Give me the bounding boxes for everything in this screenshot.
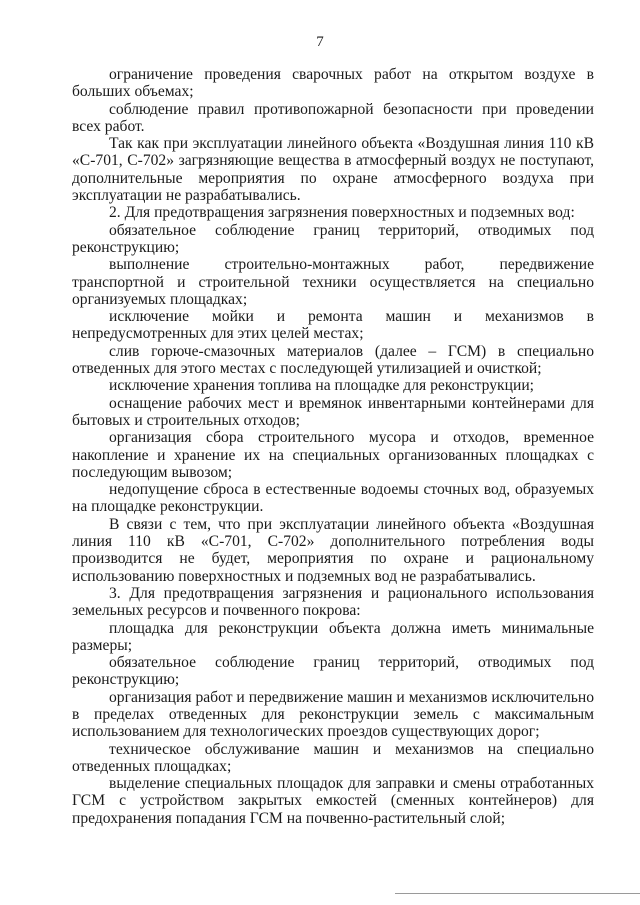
document-body bbox=[72, 66, 594, 827]
paragraph: обязательное соблюдение границ территорий, отводимых под реконструкцию; bbox=[72, 654, 594, 689]
paragraph: слив горюче-смазочных материалов (далее – ГСМ) в специально отведенных для этого местах с последующей утилизацией и очисткой; bbox=[72, 342, 594, 378]
scan-edge-line bbox=[395, 893, 640, 894]
paragraph: недопущение сброса в естественные водоемы сточных вод, образуемых на площадке реконструкции. bbox=[72, 481, 594, 516]
section-heading: 3. Для предотвращения загрязнения и рационального использования земельных ресурсов и почвенного покрова: bbox=[72, 584, 594, 620]
paragraph: В связи с тем, что при эксплуатации линейного объекта «Воздушная линия 110 кВ «С-701, С-702» дополнительного потребления воды производится не будет, мероприятия по охране и рациональному использованию поверхностных и подземных вод не разрабатывались. bbox=[72, 515, 594, 585]
paragraph: выполнение строительно-монтажных работ, передвижение транспортной и строительной техники осуществляется на специально организуемых площадках; bbox=[72, 256, 594, 308]
paragraph: Так как при эксплуатации линейного объекта «Воздушная линия 110 кВ «С-701, С-702» загрязняющие вещества в атмосферный воздух не поступают, дополнительные мероприятия по охране атмосферного воздуха при эксплуатации не разрабатывались. bbox=[72, 135, 594, 205]
paragraph: исключение мойки и ремонта машин и механизмов в непредусмотренных для этих целей местах; bbox=[72, 308, 594, 343]
paragraph: площадка для реконструкции объекта должна иметь минимальные размеры; bbox=[72, 619, 594, 654]
paragraph: техническое обслуживание машин и механизмов на специально отведенных площадках; bbox=[72, 740, 594, 775]
paragraph: организация работ и передвижение машин и механизмов исключительно в пределах отведенных для реконструкции земель с максимальным использованием для технологических проездов существующих дорог; bbox=[72, 688, 594, 741]
paragraph: исключение хранения топлива на площадке для реконструкции; bbox=[109, 377, 534, 395]
paragraph: выделение специальных площадок для заправки и смены отработанных ГСМ с устройством закрытых емкостей (сменных контейнеров) для предохранения попадания ГСМ на почвенно-растительный слой; bbox=[72, 775, 594, 827]
section-heading: 2. Для предотвращения загрязнения поверхностных и подземных вод: bbox=[109, 204, 575, 222]
paragraph: оснащение рабочих мест и времянок инвентарными контейнерами для бытовых и строительных отходов; bbox=[72, 394, 594, 429]
paragraph: соблюдение правил противопожарной безопасности при проведении всех работ. bbox=[72, 100, 594, 135]
paragraph: организация сбора строительного мусора и отходов, временное накопление и хранение их на специальных организованных площадках с последующим вывозом; bbox=[72, 429, 594, 481]
paragraph: ограничение проведения сварочных работ на открытом воздухе в больших объемах; bbox=[72, 66, 594, 101]
paragraph: обязательное соблюдение границ территорий, отводимых под реконструкцию; bbox=[72, 221, 594, 256]
page-number: 7 bbox=[316, 34, 324, 50]
